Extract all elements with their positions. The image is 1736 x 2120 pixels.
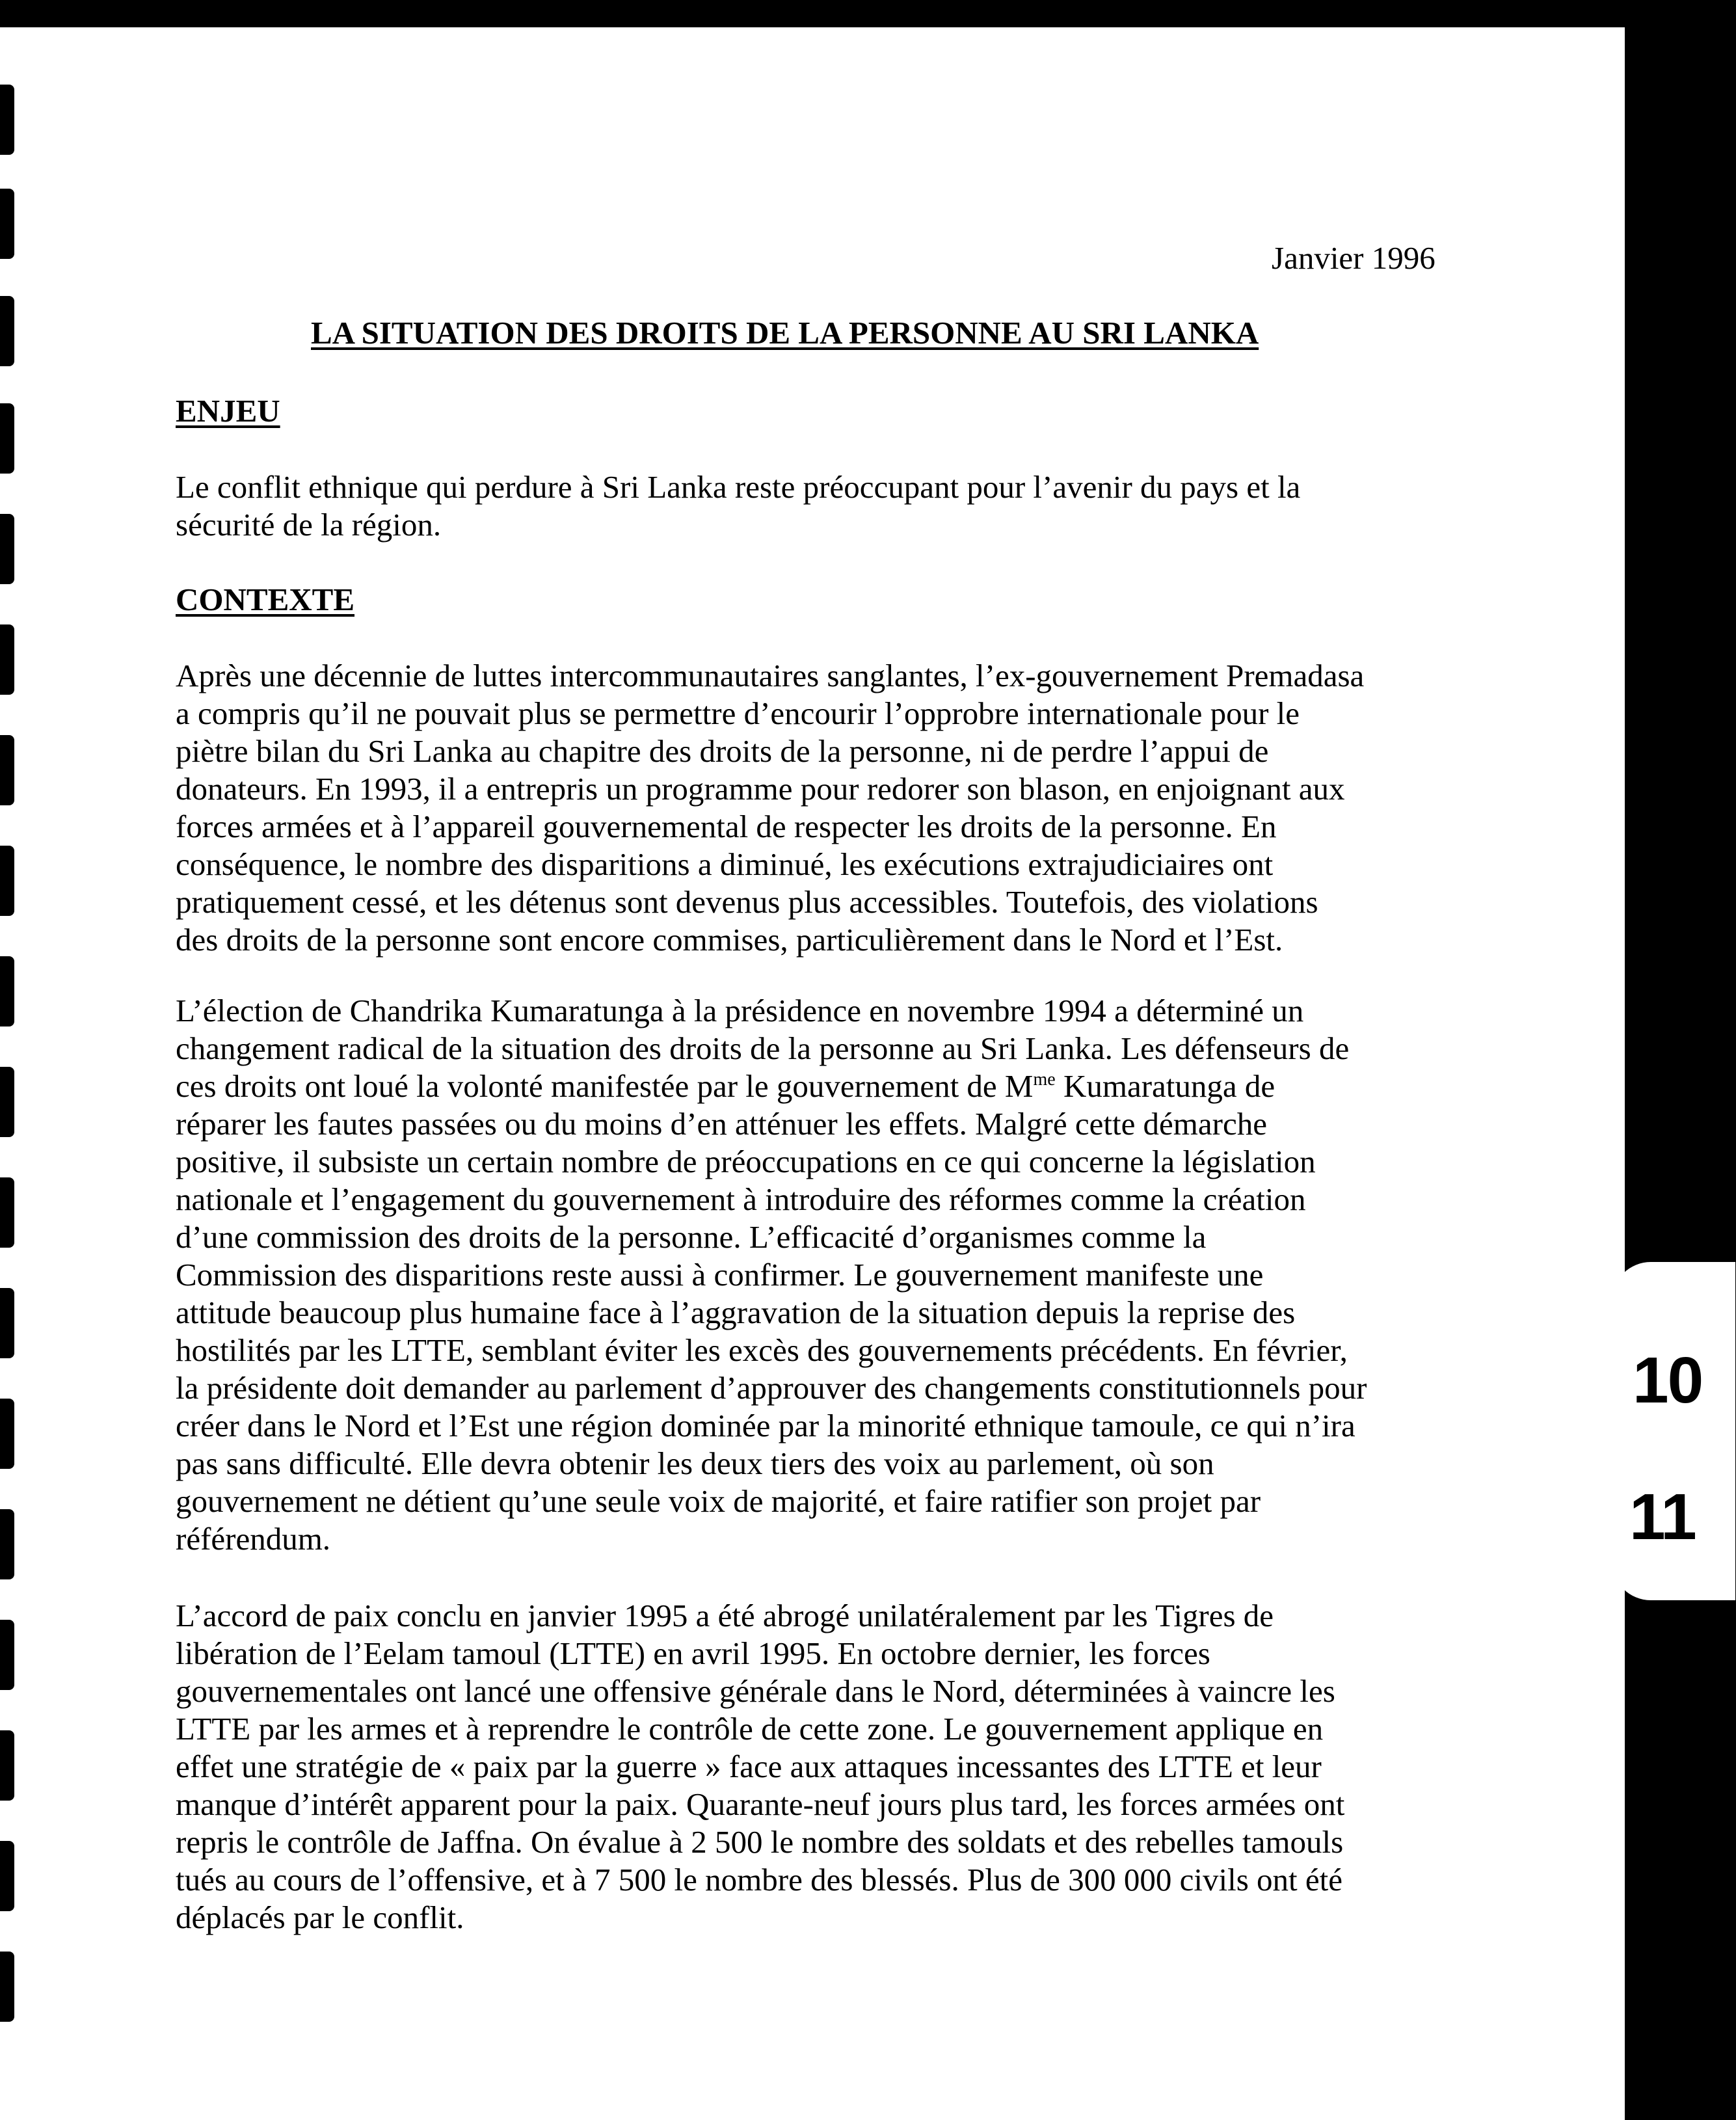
text-line: forces armées et à l’appareil gouvernemental de respecter les droits de la personne. En	[176, 809, 1277, 844]
binder-tab-strip	[1625, 0, 1736, 2120]
paragraph-contexte-1	[176, 657, 1457, 959]
text-line: réparer les fautes passées ou du moins d’en atténuer les effets. Malgré cette démarche	[176, 1106, 1267, 1142]
text-line: hostilités par les LTTE, semblant éviter les excès des gouvernements précédents. En février,	[176, 1332, 1348, 1368]
text-line: tués au cours de l’offensive, et à 7 500 le nombre des blessés. Plus de 300 000 civils ont été	[176, 1862, 1343, 1898]
binder-tab-11: 11	[1629, 1481, 1696, 1553]
edge-mark	[0, 1067, 14, 1137]
text-line: référendum.	[176, 1521, 331, 1557]
text-fragment: Kumaratunga de	[1055, 1068, 1275, 1104]
text-line: déplacés par le conflit.	[176, 1899, 464, 1935]
text-line: effet une stratégie de « paix par la guerre » face aux attaques incessantes des LTTE et leur	[176, 1749, 1322, 1784]
document-date: Janvier 1996	[1272, 240, 1436, 276]
edge-mark	[0, 1509, 14, 1579]
edge-mark	[0, 1177, 14, 1248]
edge-mark	[0, 1620, 14, 1690]
edge-mark	[0, 514, 14, 584]
text-line: Le conflit ethnique qui perdure à Sri Lanka reste préoccupant pour l’avenir du pays et la	[176, 469, 1301, 505]
paragraph-contexte-2	[176, 992, 1457, 1558]
edge-mark	[0, 296, 14, 366]
text-line: la présidente doit demander au parlement d’approuver des changements constitutionnels pour	[176, 1370, 1367, 1406]
text-line: manque d’intérêt apparent pour la paix. Quarante-neuf jours plus tard, les forces armées ont	[176, 1786, 1345, 1822]
text-line: gouvernementales ont lancé une offensive générale dans le Nord, déterminées à vaincre les	[176, 1673, 1335, 1709]
text-line: Commission des disparitions reste aussi à confirmer. Le gouvernement manifeste une	[176, 1257, 1264, 1293]
edge-mark	[0, 956, 14, 1026]
edge-mark	[0, 1841, 14, 1911]
text-line: donateurs. En 1993, il a entrepris un programme pour redorer son blason, en enjoignant aux	[176, 771, 1345, 807]
section-heading-contexte: CONTEXTE	[176, 582, 355, 617]
edge-mark	[0, 1288, 14, 1358]
text-line: changement radical de la situation des droits de la personne au Sri Lanka. Les défenseurs de	[176, 1030, 1350, 1066]
text-line: sécurité de la région.	[176, 507, 442, 543]
text-line: des droits de la personne sont encore commises, particulièrement dans le Nord et l’Est.	[176, 922, 1283, 958]
text-line: LTTE par les armes et à reprendre le contrôle de cette zone. Le gouvernement applique en	[176, 1711, 1324, 1747]
text-line: d’une commission des droits de la personne. L’efficacité d’organismes comme la	[176, 1219, 1207, 1255]
edge-mark	[0, 1399, 14, 1469]
left-edge-marks	[0, 0, 20, 2120]
text-line: positive, il subsiste un certain nombre de préoccupations en ce qui concerne la législation	[176, 1144, 1316, 1179]
text-line: gouvernement ne détient qu’une seule voix de majorité, et faire ratifier son projet par	[176, 1483, 1261, 1519]
edge-mark	[0, 846, 14, 916]
text-line: pas sans difficulté. Elle devra obtenir les deux tiers des voix au parlement, où son	[176, 1445, 1214, 1481]
text-line: attitude beaucoup plus humaine face à l’aggravation de la situation depuis la reprise des	[176, 1295, 1296, 1330]
edge-mark	[0, 189, 14, 259]
text-line: L’élection de Chandrika Kumaratunga à la présidence en novembre 1994 a déterminé un	[176, 993, 1304, 1028]
section-heading-enjeu: ENJEU	[176, 393, 280, 429]
edge-mark	[0, 735, 14, 805]
text-line: piètre bilan du Sri Lanka au chapitre des droits de la personne, ni de perdre l’appui de	[176, 733, 1269, 769]
paragraph-contexte-3	[176, 1597, 1457, 1937]
superscript-me: me	[1033, 1069, 1056, 1090]
text-line: L’accord de paix conclu en janvier 1995 a été abrogé unilatéralement par les Tigres de	[176, 1598, 1274, 1633]
text-line: créer dans le Nord et l’Est une région dominée par la minorité ethnique tamoule, ce qui n’ira	[176, 1408, 1355, 1443]
text-line: nationale et l’engagement du gouvernement à introduire des réformes comme la création	[176, 1181, 1306, 1217]
paragraph-enjeu	[176, 468, 1457, 544]
text-line: conséquence, le nombre des disparitions a diminué, les exécutions extrajudiciaires ont	[176, 846, 1274, 882]
edge-mark	[0, 1730, 14, 1801]
edge-mark	[0, 85, 14, 155]
text-line: libération de l’Eelam tamoul (LTTE) en avril 1995. En octobre dernier, les forces	[176, 1635, 1210, 1671]
document-title: LA SITUATION DES DROITS DE LA PERSONNE AU SRI LANKA	[311, 315, 1259, 351]
edge-mark	[0, 624, 14, 695]
text-line: Après une décennie de luttes intercommunautaires sanglantes, l’ex-gouvernement Premadasa	[176, 658, 1365, 693]
binder-tab-10: 10	[1633, 1344, 1703, 1417]
text-line: pratiquement cessé, et les détenus sont devenus plus accessibles. Toutefois, des violations	[176, 884, 1318, 920]
text-fragment: ces droits ont loué la volonté manifestée par le gouvernement de M	[176, 1068, 1034, 1104]
text-line: a compris qu’il ne pouvait plus se permettre d’encourir l’opprobre internationale pour le	[176, 695, 1300, 731]
text-line: repris le contrôle de Jaffna. On évalue à 2 500 le nombre des soldats et des rebelles tamouls	[176, 1824, 1344, 1860]
edge-mark	[0, 1952, 14, 2022]
edge-mark	[0, 403, 14, 474]
text-line	[176, 1067, 1457, 1105]
